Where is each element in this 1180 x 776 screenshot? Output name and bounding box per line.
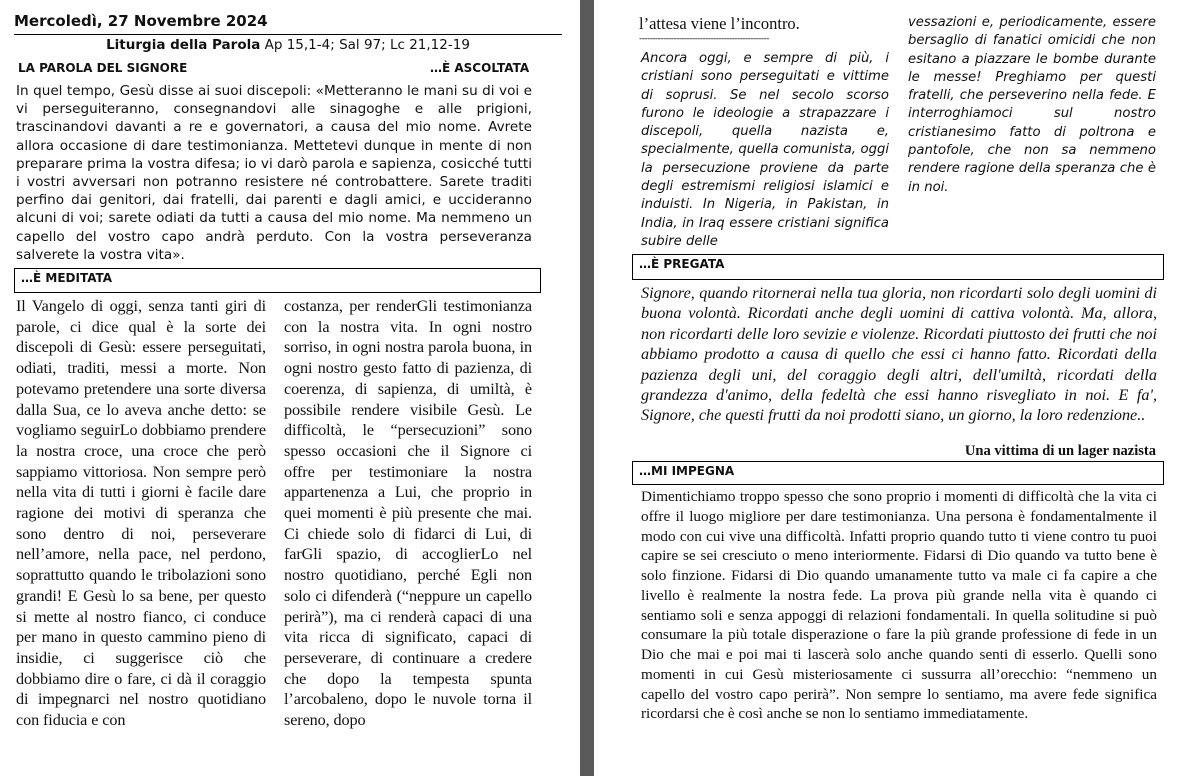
liturgy-line: [14, 37, 562, 53]
meditation-column-1: [16, 296, 266, 731]
meditation-column-2: [284, 296, 532, 731]
meditation-paragraph-1: Il Vangelo di oggi, senza tanti giri di parole, ci dice qual è la sorte dei discepoli di Gesù: essere perseguitati, odiati, traditi, messi a morte. Non potevamo pretendere una sorte diversa dalla Sua, ce lo aveva anche detto: se vogliamo seguirLo dobbiamo prendere la nostra croce, una croce che però sappiamo vittoriosa. Non sempre però nella vita di tutti i giorni è facile dare ragione dei motivi di speranza che sono dentro di noi, perseverare nell’amore, nella pace, nel perdono, soprattutto quando le tribolazioni sono grandi! E Gesù lo sa bene, per questo si mette al nostro fianco, ci conduce per mano in questo cammino pieno di insidie, ci suggerisce ciò che dobbiamo dire o fare, ci dà il coraggio di impegnarci nel nostro quotidiano con fiducia e con: [16, 297, 266, 730]
date-divider: [14, 34, 562, 35]
gospel-text: [16, 82, 532, 264]
reflection-paragraph-2: vessazioni e, periodicamente, essere bersaglio di fanatici omicidi che non esitano a piazzare le bombe durante le messe! Preghiamo per questi fratelli, che perseverino nella fede. E interroghiamoci sul nostro cristianesimo fatto di poltrona e pantofole, che non sa nemmeno rendere ragione della speranza che è in noi.: [908, 15, 1156, 195]
reflection-paragraph-1: Ancora oggi, e sempre di più, i cristiani sono perseguitati e vittime di soprusi. Se nel secolo scorso furono le ideologie a strapazzare i discepoli, quella nazista e, specialmente, quella comunista, oggi la persecuzione proviene da parte degli estremismi religiosi islamici e induisti. In Nigeria, in Pakistan, in India, in Iraq essere cristiani significa subire delle: [641, 51, 889, 249]
meditation-paragraph-2: costanza, per renderGli testimonianza con la nostra vita. In ogni nostro sorriso, in ogni nostra parola buona, in ogni nostro gesto fatto di pazienza, di coerenza, di sapienza, di umiltà, è possibile rendere visibile Gesù. Le difficoltà, le “persecuzioni” sono spesso occasioni che il Signore ci offre per testimoniare la nostra appartenenza a Lui, che proprio in quei momenti è più presente che mai. Ci chiede solo di fidarci di Lui, di farGli spazio, di accoglierLo nel nostro quotidiano, perché Egli non solo ci difenderà (“neppure un capello perirà”), ma ci renderà capaci di una vita ricca di significato, capaci di perseverare, di continuare a credere che dopo la tempesta spunta l’arcobaleno, dopo le nuvole torna il sereno, dopo: [284, 297, 532, 730]
meditata-heading: …È MEDITATA: [21, 271, 113, 285]
meditata-box: [14, 268, 541, 293]
impegna-box: [632, 461, 1164, 485]
left-page: [0, 0, 580, 776]
gospel-paragraph: In quel tempo, Gesù disse ai suoi discepoli: «Metteranno le mani su di voi e vi perseguiteranno, consegnandovi alle sinagoghe e alle prigioni, trascinandovi davanti a re e governatori, a causa del mio nome. Avrete allora occasione di dare testimonianza. Mettetevi dunque in mente di non preparare prima la vostra difesa; io vi darò parola e sapienza, cosicché tutti i vostri avversari non potranno resistere né controbattere. Sarete traditi perfino dai genitori, dai fratelli, dai parenti e dagli amici, e uccideranno alcuni di voi; sarete odiati da tutti a causa del mio nome. Ma nemmeno un capello del vostro capo andrà perduto. Con la vostra perseveranza salverete la vostra vita».: [16, 83, 532, 263]
liturgy-refs: Ap 15,1-4; Sal 97; Lc 21,12-19: [260, 37, 470, 53]
date-heading: Mercoledì, 27 Novembre 2024: [14, 12, 268, 30]
prayer-author: Una vittima di un lager nazista: [964, 443, 1156, 459]
prayer-paragraph: Signore, quando ritornerai nella tua gloria, non ricordarti solo degli uomini di buona volontà. Ricordati anche degli uomini di cattiva volontà. Ma, allora, non ricordarti delle loro sevizie e violenze. Ricordati piuttosto dei frutti che noi abbiamo prodotto a causa di quello che essi ci hanno fatto. Ricordati della pazienza degli uni, del coraggio degli altri, dell'umiltà, ricordati della grandezza d'animo, della fedeltà che essi hanno risvegliato in noi. E fa', Signore, che questi frutti da noi prodotti siano, un giorno, la loro redenzione..: [641, 284, 1157, 425]
liturgy-title: Liturgia della Parola: [106, 37, 261, 53]
reflection-column-1: [641, 50, 889, 251]
reflection-column-2: [908, 14, 1156, 197]
pregata-box: [632, 254, 1164, 280]
right-page: [594, 0, 1180, 776]
pregata-heading: …È PREGATA: [639, 257, 725, 271]
separator-line: -------------------------------------------------: [639, 34, 769, 44]
continuation-line: l’attesa viene l’incontro.: [639, 14, 800, 33]
impegna-heading: …MI IMPEGNA: [639, 464, 735, 478]
page-gutter: [580, 0, 594, 776]
commitment-paragraph: Dimentichiamo troppo spesso che sono proprio i momenti di difficoltà che la vita ci offre il luogo migliore per dare testimonianza. Una persona è fondamentalmente il modo con cui vive una difficoltà. Infatti proprio quando tutto ti viene contro tu puoi capire se sei cresciuto o meno interiormente. Fidarsi di Dio quando va tutto bene è solo finzione. Fidarsi di Dio quando umanamente tutto va male ci fa capire a che livello è realmente la nostra fede. La prova più grande nella vita è quando ci sentiamo soli e senza appoggi di relazioni fondamentali. In quella solitudine si può consumare la più totale disperazione o fare la più grande professione di fede in un Dio che mai e poi mai ti lascerà solo anche quando senti di esserlo. Quelli sono momenti in cui Gesù misteriosamente ci sussurra all’orecchio: “nemmeno un capello del vostro capo perirà”. Non sempre lo sentiamo, ma avere fede significa ricordarsi che è così anche se non lo sentiamo immediatamente.: [641, 488, 1157, 723]
ascoltata-heading: …È ASCOLTATA: [430, 61, 530, 75]
commitment-text: [641, 487, 1157, 724]
prayer-text: [641, 283, 1157, 426]
parola-heading: LA PAROLA DEL SIGNORE: [18, 61, 188, 75]
